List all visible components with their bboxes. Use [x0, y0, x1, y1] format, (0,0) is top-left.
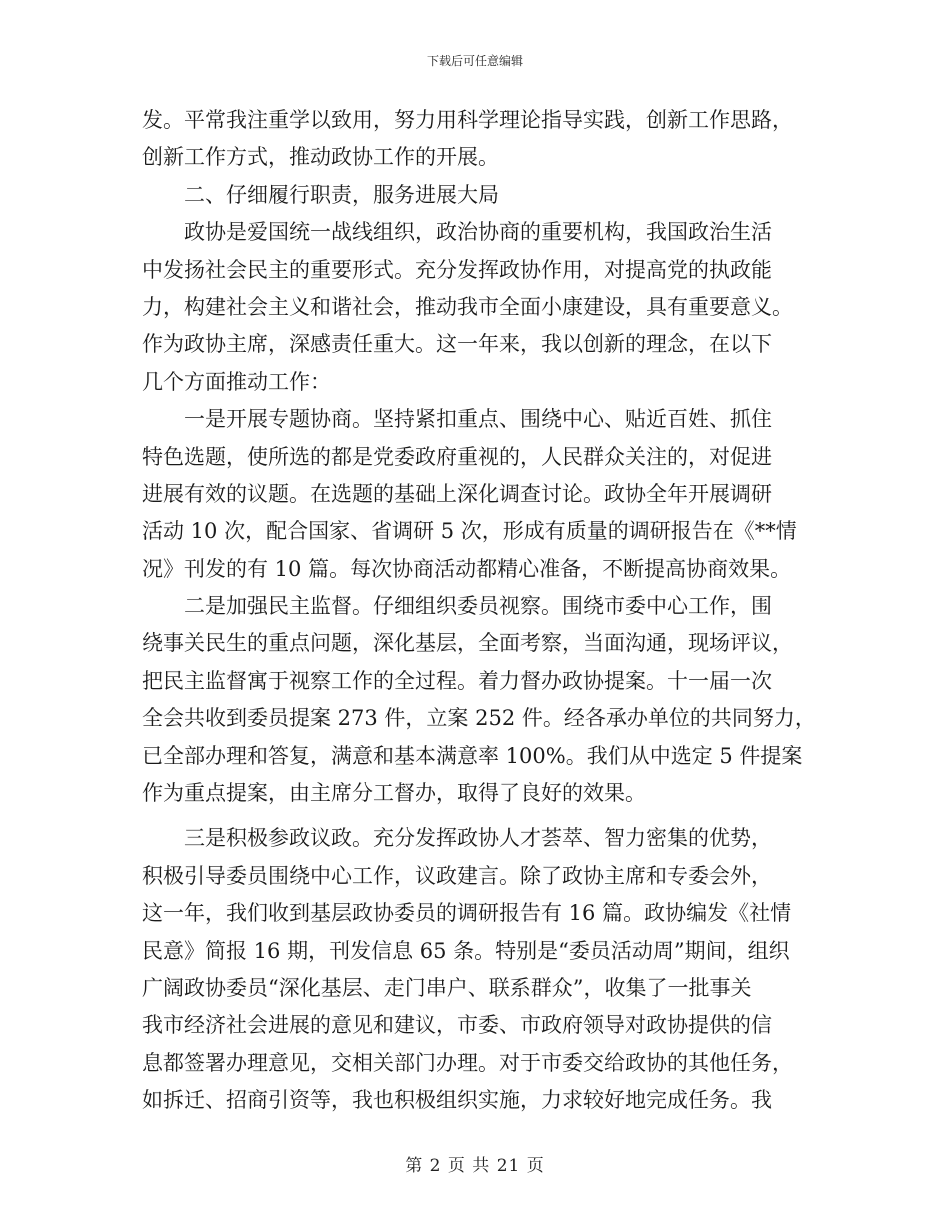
- text-line: 已全部办理和答复，满意和基本满意率 100%。我们从中选定 5 件提案: [142, 743, 803, 768]
- text-line: 积极引导委员围绕中心工作，议政建言。除了政协主席和专委会外，: [142, 863, 772, 888]
- text-line: 我市经济社会进展的意见和建议，市委、市政府领导对政协提供的信: [142, 1013, 772, 1038]
- text-line: 民意》简报 16 期，刊发信息 65 条。特别是“委员活动周”期间，组织: [142, 938, 790, 963]
- text-line: 作为政协主席，深感责任重大。这一年来，我以创新的理念，在以下: [142, 332, 772, 357]
- text-line: 三是积极参政议政。充分发挥政协人才荟萃、智力密集的优势，: [184, 826, 772, 851]
- page-number: 第 2 页 共 21 页: [405, 1156, 545, 1176]
- text-line: 息都签署办理意见，交相关部门办理。对于市委交给政协的其他任务，: [142, 1050, 793, 1075]
- section-heading: 二、仔细履行职责，服务进展大局: [184, 182, 499, 207]
- text-line: 一是开展专题协商。坚持紧扣重点、围绕中心、贴近百姓、抓住: [184, 407, 772, 432]
- text-line: 发。平常我注重学以致用，努力用科学理论指导实践，创新工作思路，: [142, 108, 793, 132]
- text-line: 这一年，我们收到基层政协委员的调研报告有 16 篇。政协编发《社情: [142, 901, 792, 926]
- document-body: [142, 102, 816, 1120]
- text-line: 绕事关民生的重点问题，深化基层，全面考察，当面沟通，现场评议，: [142, 631, 793, 656]
- text-line: 中发扬社会民主的重要形式。充分发挥政协作用，对提高党的执政能: [142, 257, 772, 282]
- text-line: 创新工作方式，推动政协工作的开展。: [142, 145, 499, 170]
- text-line: 况》刊发的有 10 篇。每次协商活动都精心准备，不断提高协商效果。: [142, 556, 792, 581]
- text-line: 活动 10 次，配合国家、省调研 5 次，形成有质量的调研报告在《**情: [142, 519, 797, 544]
- text-line: 力，构建社会主义和谐社会，推动我市全面小康建设，具有重要意义。: [142, 294, 793, 319]
- text-line: 政协是爱国统一战线组织，政治协商的重要机构，我国政治生活: [184, 220, 772, 245]
- text-line: 把民主监督寓于视察工作的全过程。着力督办政协提案。十一届一次: [142, 668, 772, 693]
- text-line: 特色选题，使所选的都是党委政府重视的，人民群众关注的，对促进: [142, 444, 772, 469]
- page-header: 下载后可任意编辑: [426, 54, 523, 68]
- text-line: 如拆迁、招商引资等，我也积极组织实施，力求较好地完成任务。我: [142, 1088, 772, 1113]
- text-line: 进展有效的议题。在选题的基础上深化调查讨论。政协全年开展调研: [142, 481, 772, 506]
- text-line: 全会共收到委员提案 273 件，立案 252 件。经各承办单位的共同努力，: [142, 706, 816, 731]
- text-line: 广阔政协委员“深化基层、走门串户、联系群众”，收集了一批事关: [142, 975, 752, 1000]
- text-line: 几个方面推动工作：: [142, 369, 331, 394]
- text-line: 作为重点提案，由主席分工督办，取得了良好的效果。: [142, 781, 646, 806]
- text-line: 二是加强民主监督。仔细组织委员视察。围绕市委中心工作，围: [184, 594, 772, 619]
